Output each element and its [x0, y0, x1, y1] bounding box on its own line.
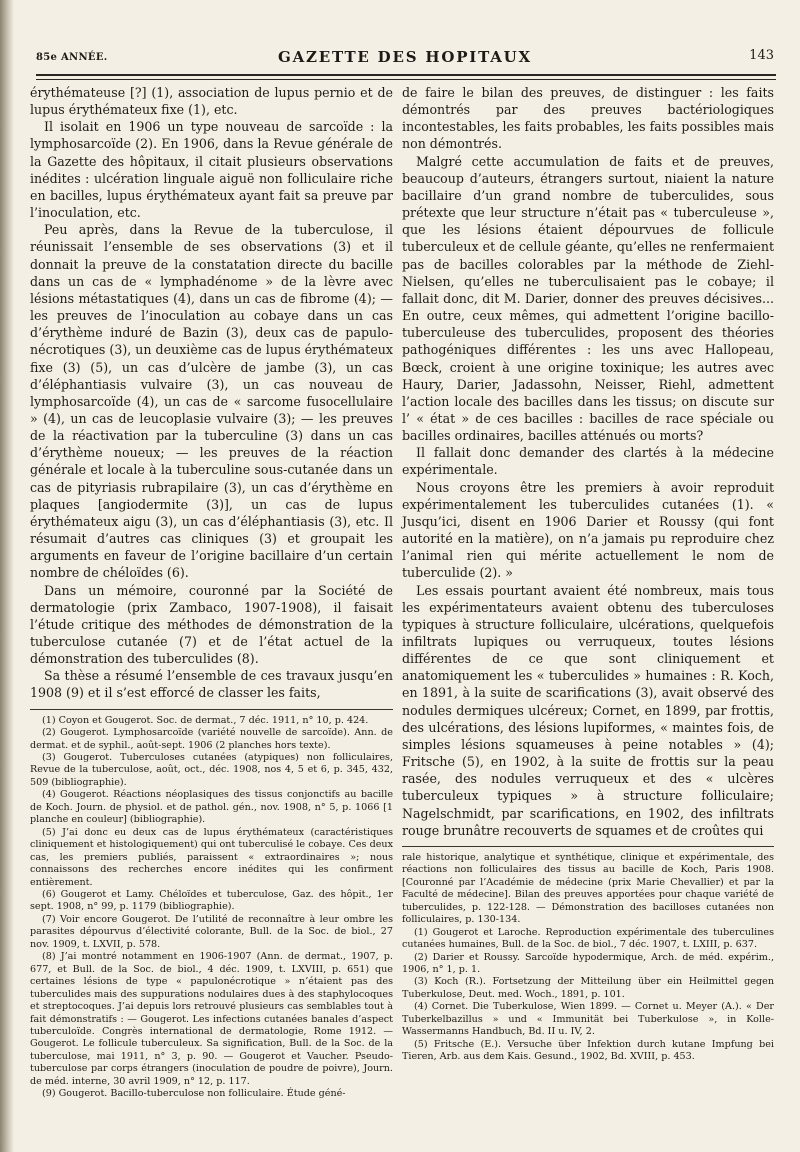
footnote: (8) J’ai montré notamment en 1906-1907 (Ann. de dermat., 1907, p. 677, et Bull. de la Soc. de biol., 4 déc. 1909, t. LXVIII, p. 651) que certaines lésions de type « papulonécrotique » n’étaient pas des tuberculides mais des suppurations nodulaires dues à des staphylocoques et streptocoques. J’ai depuis lors retrouvé plusieurs cas semblables tout à fait démonstratifs : — Gougerot. Les infections cutanées banales d’aspect tuberculoïde. Congrès international de dermatologie, Rome 1912. — Gougerot. Le follicule tuberculeux. Sa signification, Bull. de la Soc. de la tuberculose, mai 1911, n° 3, p. 90. — Gougerot et Vaucher. Pseudo-tuberculose par corps étrangers (inoculation de poudre de poivre), Journ. de méd. interne, 30 avril 1909, n° 12, p. 117. [30, 951, 393, 1087]
footnote: (1) Gougerot et Laroche. Reproduction expérimentale des tuberculines cutanées humaines, Bull. de la Soc. de biol., 7 déc. 1907, t. LXIII, p. 637. [402, 926, 774, 951]
header-rule-thin [36, 79, 776, 80]
footnote: (7) Voir encore Gougerot. De l’utilité de reconnaître à leur ombre les parasites dépourvus d’électivité colorante, Bull. de la Soc. de biol., 27 nov. 1909, t. LXVII, p. 578. [30, 913, 393, 950]
page-number: 143 [749, 48, 774, 63]
footnote: (5) J’ai donc eu deux cas de lupus érythémateux (caractéristiques cliniquement et histologiquement) qui ont tuberculisé le cobaye. Ces deux cas, les premiers publiés, paraissent « extraordinaires »; nous connaissons des recherches encore inédites qui les confirment entièrement. [30, 826, 393, 888]
page-header [36, 46, 774, 70]
header-rule [36, 74, 776, 76]
footnote: (3) Koch (R.). Fortsetzung der Mitteilung über ein Heilmittel gegen Tuberkulose, Deut. med. Woch., 1891, p. 101. [402, 976, 774, 1000]
footnotes-rule [402, 846, 774, 847]
footnote: (6) Gougerot et Lamy. Chéloïdes et tuberculose, Gaz. des hôpit., 1er sept. 1908, n° 99, p. 1179 (bibliographie). [30, 888, 393, 913]
footnote: (2) Gougerot. Lymphosarcoïde (variété nouvelle de sarcoïde). Ann. de dermat. et de syphil., août-sept. 1906 (2 planches hors texte). [30, 727, 393, 751]
footnote: (9) Gougerot. Bacillo-tuberculose non folliculaire. Étude géné- [42, 1088, 346, 1100]
body-paragraph: Il isolait en 1906 un type nouveau de sarcoïde : la lymphosarcoïde (2). En 1906, dans la Revue générale de la Gazette des hôpitaux, il citait plusieurs observations inédites : ulcération linguale aiguë non folliculaire riche en bacilles, lupus érythémateux ayant fait sa preuve par l’inoculation, etc. [30, 119, 393, 221]
body-paragraph: Les essais pourtant avaient été nombreux, mais tous les expérimentateurs avaient obtenu des tuberculoses typiques à structure folliculaire, ulcérations, quelquefois infiltrats lupiques ou verruqueux, toutes lésions différentes de ce que sont cliniquement et anatomiquement les « tuberculides » humaines : R. Koch, en 1891, à la suite de scarifications (3), avait observé des nodules dermiques ulcéreux; Cornet, en 1899, par frottis, des ulcérations, des lésions lupiformes, « maintes fois, de simples lésions squameuses à peine notables » (4); Fritsche (5), en 1902, à la suite de frottis sur la peau rasée, des nodules verruqueux et des « ulcères tuberculeux typiques » à structure folliculaire; Nagelschmidt, par scarifications, en 1902, des infiltrats rouge brunâtre recouverts de squames et de croûtes qui [402, 582, 774, 838]
footnotes [402, 852, 774, 1064]
body-paragraph: Malgré cette accumulation de faits et de preuves, beaucoup d’auteurs, étrangers surtout, niaient la nature bacillaire d’un grand nombre de tuberculides, sous prétexte que leur structure n’était pas « tuberculeuse », que les lésions étaient dépourvues de follicule tuberculeux et de cellule géante, qu’elles ne renfermaient pas de bacilles colorables par la méthode de Ziehl-Nielsen, qu’elles ne tuberculisaient pas le cobaye; il fallait donc, dit M. Darier, donner des preuves décisives... En outre, ceux mêmes, qui admettent l’origine bacillo-tuberculeuse des tuberculides, proposent des théories pathogéniques différentes : les uns avec Hallopeau, Bœck, croient à une origine toxinique; les autres avec Haury, Darier, Jadassohn, Neisser, Riehl, admettent l’action locale des bacilles dans les tissus; on discute sur l’ « état » de ces bacilles : bacilles de race spéciale ou bacilles ordinaires, bacilles atténués ou morts? [402, 153, 774, 444]
body-paragraph: Dans un mémoire, couronné par la Société de dermatologie (prix Zambaco, 1907-1908), il faisait l’étude critique des méthodes de démonstration de la tuberculose cutanée (7) et de l’état actuel de la démonstration des tuberculides (8). [30, 582, 393, 667]
book-spine-shadow [0, 0, 14, 1152]
body-paragraph: Peu après, dans la Revue de la tuberculose, il réunissait l’ensemble de ses observations (3) et il donnait la preuve de la constatation directe du bacille dans un cas de « lymphadénome » de la lèvre avec lésions métastatiques (4), dans un cas de fibrome (4); — les preuves de l’inoculation au cobaye dans un cas d’érythème induré de Bazin (3), deux cas de papulo-nécrotiques (3), un deuxième cas de lupus érythémateux fixe (3) (5), un cas d’ulcère de jambe (3), un cas d’éléphantiasis vulvaire (3), un cas nouveau de lymphosarcoïde (4), un cas de « sarcome fusocellulaire » (4), un cas de leucoplasie vulvaire (3); — les preuves de la réactivation par la tuberculine (3) dans un cas d’érythème noueux; — les preuves de la réaction générale et locale à la tuberculine sous-cutanée dans un cas de pityriasis rubrapilaire (3), un cas d’érythème en plaques [angiodermite (3)], un cas de lupus érythémateux aigu (3), un cas d’éléphantiasis (3), etc. Il résumait d’autres cas cliniques (3) et groupait les arguments en faveur de l’origine bacillaire d’un certain nombre de chéloïdes (6). [30, 222, 393, 581]
journal-title: GAZETTE DES HOPITAUX [277, 48, 532, 66]
footnote: (1) Coyon et Gougerot. Soc. de dermat., 7 déc. 1911, n° 10, p. 424. [42, 714, 369, 726]
footnote: (4) Gougerot. Réactions néoplasiques des tissus conjonctifs au bacille de Koch. Journ. de physiol. et de pathol. gén., nov. 1908, n° 5, p. 1066 [1 planche en couleur] (bibliographie). [30, 789, 393, 826]
footnotes [30, 715, 393, 1101]
footnote: (4) Cornet. Die Tuberkulose, Wien 1899. — Cornet u. Meyer (A.). « Der Tuberkelbazillus » und « Immunität bei Tuberkulose », in Kolle-Wassermanns Handbuch, Bd. II u. IV, 2. [402, 1001, 774, 1038]
body-paragraph: Sa thèse a résumé l’ensemble de ces travaux jusqu’en 1908 (9) et il s’est efforcé de classer les faits, [30, 668, 393, 701]
footnote: (3) Gougerot. Tuberculoses cutanées (atypiques) non folliculaires, Revue de la tuberculose, août, oct., déc. 1908, nos 4, 5 et 6, p. 345, 432, 509 (bibliographie). [30, 751, 393, 788]
left-column [30, 84, 393, 1101]
footnote: (2) Darier et Roussy. Sarcoïde hypodermique, Arch. de méd. expérim., 1906, n° 1, p. 1. [402, 951, 774, 975]
right-column [402, 84, 774, 1064]
body-paragraph: Nous croyons être les premiers à avoir reproduit expérimentalement les tuberculides cutanées (1). « Jusqu’ici, disent en 1906 Darier et Roussy (qui font autorité en la matière), on n’a jamais pu reproduire chez l’animal rien qui mérite actuellement le nom de tuberculide (2). » [402, 479, 774, 581]
body-paragraph: Il fallait donc demander des clartés à la médecine expérimentale. [402, 445, 774, 478]
body-paragraph: érythémateuse [?] (1), association de lupus pernio et de lupus érythémateux fixe (1), etc. [30, 85, 393, 118]
footnote: (5) Fritsche (E.). Versuche über Infektion durch kutane Impfung bei Tieren, Arb. aus dem Kais. Gesund., 1902, Bd. XVIII, p. 453. [402, 1038, 774, 1063]
body-paragraph: de faire le bilan des preuves, de distinguer : les faits démontrés par des preuves bactériologiques incontestables, les faits probables, les faits possibles mais non démontrés. [402, 85, 774, 152]
footnotes-rule [30, 709, 393, 710]
footnote-continued: rale historique, analytique et synthétique, clinique et expérimentale, des réactions non folliculaires des tissus au bacille de Koch, Paris 1908. [Couronné par l’Académie de médecine (prix Marie Chevallier) et par la Faculté de médecine]. Bilan des preuves apportées pour chaque variété de tuberculides, p. 122-128. — Démonstration des bacilloses cutanées non folliculaires, p. 130-134. [402, 851, 774, 926]
year-label: 85e ANNÉE. [36, 52, 108, 63]
